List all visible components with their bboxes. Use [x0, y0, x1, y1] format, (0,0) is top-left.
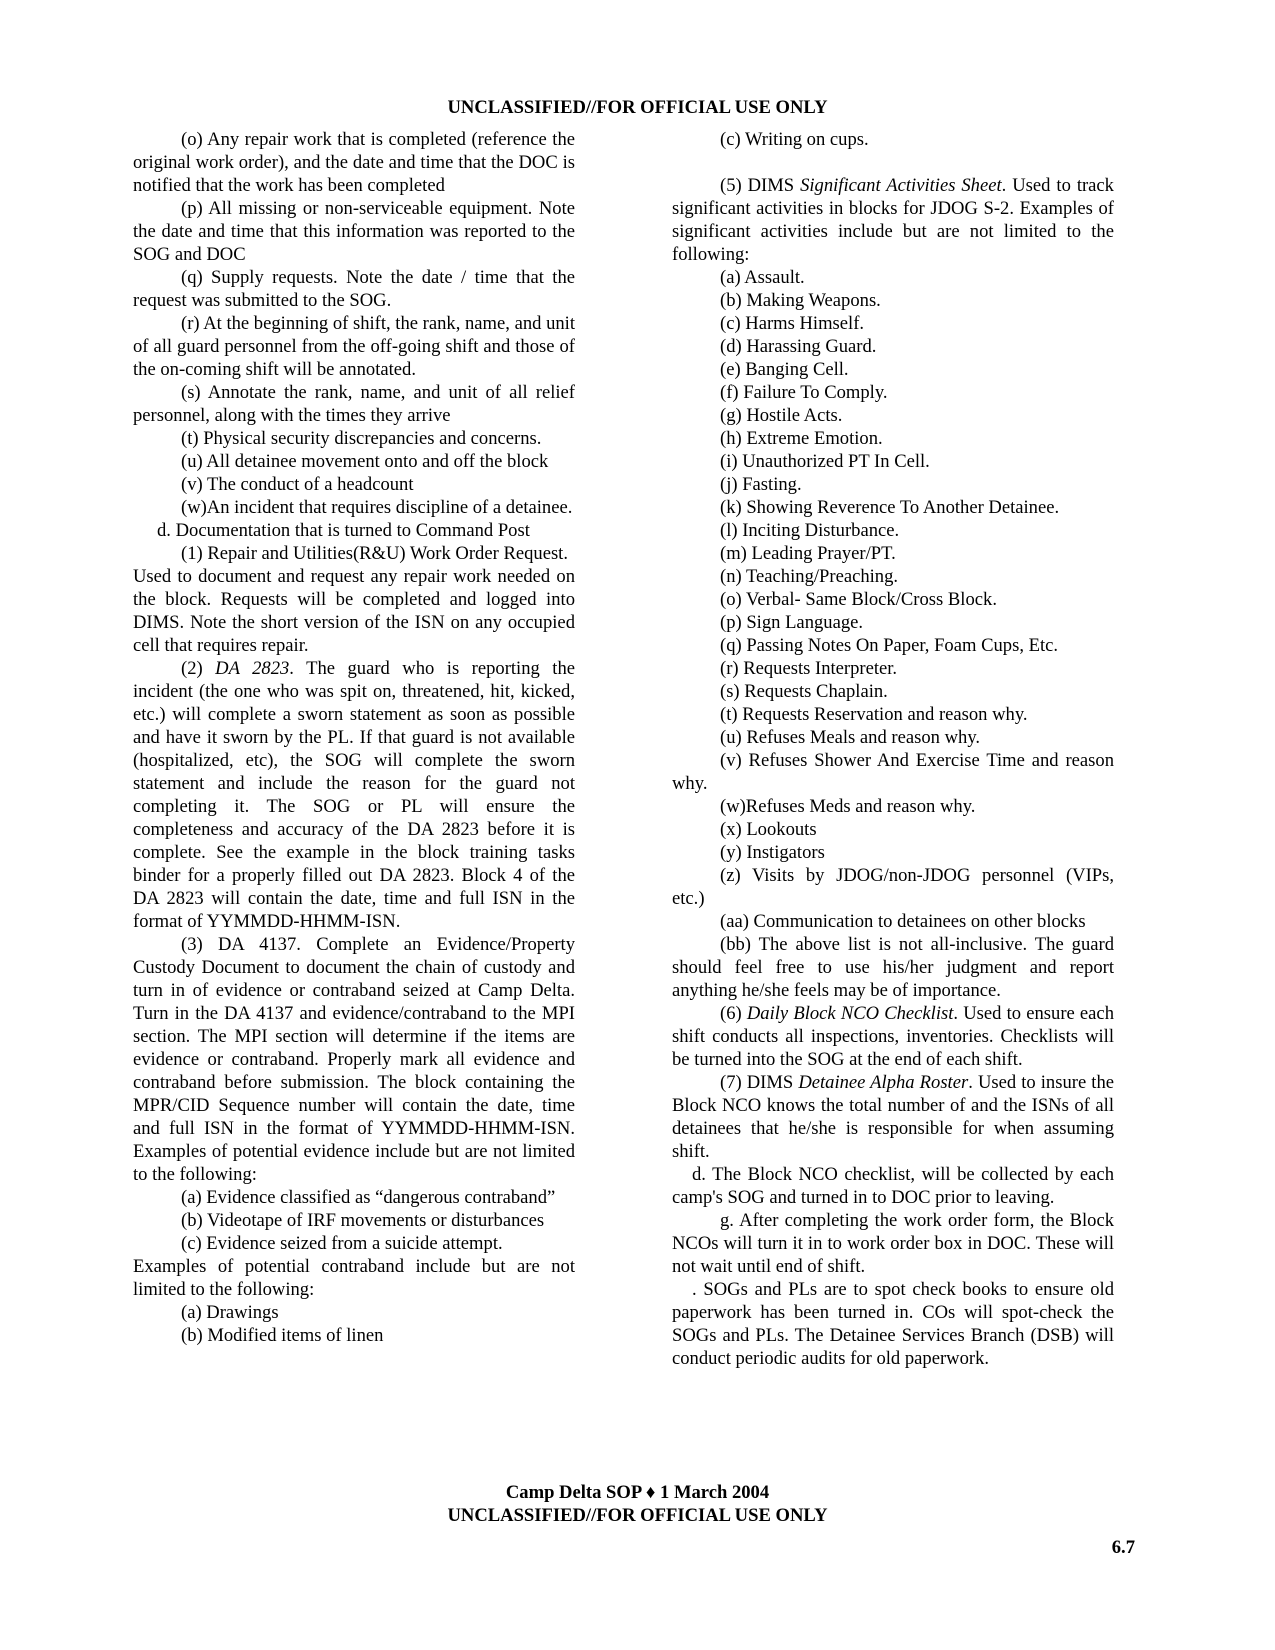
paragraph-text: . Used to ensure each shift conducts all inspections, inventories. Checklists will be turned into the SOG at the end of each shift.	[672, 1003, 1114, 1070]
list-item: (p) Sign Language.	[720, 612, 864, 633]
list-item: (o) Verbal- Same Block/Cross Block.	[720, 589, 997, 610]
paragraph: (c) Evidence seized from a suicide attempt.	[181, 1233, 503, 1254]
list-item: (r) Requests Interpreter.	[720, 658, 898, 679]
paragraph: (b) Modified items of linen	[181, 1325, 384, 1346]
paragraph: Examples of potential contraband include but are not limited to the following:	[133, 1256, 575, 1300]
paragraph: (t) Physical security discrepancies and concerns.	[181, 428, 542, 449]
paragraph: . SOGs and PLs are to spot check books to ensure old paperwork has been turned in. COs will spot-check the SOGs and PLs. The Detainee Services Branch (DSB) will conduct periodic audits for old paperwork.	[672, 1279, 1114, 1369]
activity-list	[672, 266, 1114, 1002]
form-title: Significant Activities Sheet	[800, 175, 1002, 196]
paragraph: (w)An incident that requires discipline of a detainee.	[181, 497, 573, 518]
list-item: (g) Hostile Acts.	[720, 405, 843, 426]
paragraph: (p) All missing or non-serviceable equipment. Note the date and time that this information was reported to the SOG and DOC	[133, 198, 575, 265]
list-item: (b) Making Weapons.	[720, 290, 881, 311]
form-title: Daily Block NCO Checklist	[746, 1003, 954, 1024]
list-item: (z) Visits by JDOG/non-JDOG personnel (VIPs, etc.)	[672, 865, 1114, 909]
list-item: (y) Instigators	[720, 842, 825, 863]
footer-doc-name: Camp Delta SOP	[505, 1482, 642, 1503]
item-number: (2)	[181, 658, 203, 679]
list-item: (a) Assault.	[720, 267, 805, 288]
list-item: (d) Harassing Guard.	[720, 336, 877, 357]
paragraph: (o) Any repair work that is completed (reference the original work order), and the date and time that the DOC is notified that the work has been completed	[133, 129, 575, 196]
form-title: DA 2823	[215, 658, 290, 679]
footer-classification: UNCLASSIFIED//FOR OFFICIAL USE ONLY	[447, 1505, 828, 1526]
paragraph-text: . Used to track significant activities in blocks for JDOG S-2. Examples of significant activities include but are not limited to the following:	[672, 175, 1114, 265]
paragraph-text: . Used to insure the Block NCO knows the total number of and the ISNs of all detainees that he/she is responsible for when assuming shift.	[672, 1072, 1114, 1162]
footer-title	[0, 1481, 1275, 1504]
paragraph: (1) Repair and Utilities(R&U) Work Order Request.	[181, 543, 568, 564]
footer	[0, 1481, 1275, 1527]
left-column	[133, 128, 575, 1347]
paragraph: (s) Annotate the rank, name, and unit of all relief personnel, along with the times they arrive	[133, 382, 575, 426]
paragraph: Used to document and request any repair work needed on the block. Requests will be completed and logged into DIMS. Note the short version of the ISN on any occupied cell that requires repair.	[133, 566, 575, 656]
paragraph: (c) Writing on cups.	[720, 129, 869, 150]
footer-date: 1 March 2004	[660, 1482, 770, 1503]
paragraph: d. The Block NCO checklist, will be collected by each camp's SOG and turned in to DOC prior to leaving.	[672, 1164, 1114, 1208]
list-item: (i) Unauthorized PT In Cell.	[720, 451, 930, 472]
list-item: (s) Requests Chaplain.	[720, 681, 888, 702]
list-item: (e) Banging Cell.	[720, 359, 849, 380]
spacer	[672, 151, 1114, 174]
list-item: (q) Passing Notes On Paper, Foam Cups, Etc.	[720, 635, 1059, 656]
paragraph-da2823	[133, 657, 575, 933]
list-item: (h) Extreme Emotion.	[720, 428, 883, 449]
right-column	[672, 128, 1114, 1370]
item-number: (7) DIMS	[720, 1072, 794, 1093]
list-item: (aa) Communication to detainees on other blocks	[720, 911, 1086, 932]
list-item: (j) Fasting.	[720, 474, 802, 495]
page-number: 6.7	[1111, 1537, 1135, 1558]
paragraph: (a) Drawings	[181, 1302, 279, 1323]
paragraph: (a) Evidence classified as “dangerous contraband”	[181, 1187, 556, 1208]
paragraph: (v) The conduct of a headcount	[181, 474, 414, 495]
paragraph: (q) Supply requests. Note the date / time that the request was submitted to the SOG.	[133, 267, 575, 311]
list-item: (x) Lookouts	[720, 819, 817, 840]
list-item: (k) Showing Reverence To Another Detainee.	[720, 497, 1060, 518]
paragraph-text: The guard who is reporting the incident (the one who was spit on, threatened, hit, kicked, etc.) will complete a sworn statement as soon as possible and have it sworn by the PL. If that guard is not available (hospitalized, etc), the SOG will complete the sworn statement and include the reason for the guard not completing it. The SOG or PL will ensure the completeness and accuracy of the DA 2823 before it is complete. See the example in the block training tasks binder for a properly filled out DA 2823. Block 4 of the DA 2823 will contain the date, time and full ISN in the format of YYMMDD-HHMM-ISN.	[133, 658, 576, 932]
section-heading: d. Documentation that is turned to Command Post	[157, 520, 530, 541]
paragraph-daily-checklist	[672, 1002, 1114, 1071]
list-item: (n) Teaching/Preaching.	[720, 566, 899, 587]
paragraph-alpha-roster	[672, 1071, 1114, 1163]
form-title: Detainee Alpha Roster	[798, 1072, 969, 1093]
paragraph: (u) All detainee movement onto and off the block	[181, 451, 549, 472]
diamond-icon: ♦	[645, 1482, 656, 1503]
punctuation: .	[289, 658, 294, 679]
paragraph-dims-significant	[672, 174, 1114, 266]
paragraph: (b) Videotape of IRF movements or disturbances	[181, 1210, 545, 1231]
paragraph: g. After completing the work order form, the Block NCOs will turn it in to work order box in DOC. These will not wait until end of shift.	[672, 1210, 1114, 1277]
list-item: (l) Inciting Disturbance.	[720, 520, 900, 541]
list-item: (m) Leading Prayer/PT.	[720, 543, 896, 564]
paragraph: (r) At the beginning of shift, the rank, name, and unit of all guard personnel from the off-going shift and those of the on-coming shift will be annotated.	[133, 313, 575, 380]
paragraph: (3) DA 4137. Complete an Evidence/Property Custody Document to document the chain of custody and turn in of evidence or contraband seized at Camp Delta. Turn in the DA 4137 and evidence/contraband to the MPI section. The MPI section will determine if the items are evidence or contraband. Properly mark all evidence and contraband before submission. The block containing the MPR/CID Sequence number will contain the date, time and full ISN in the format of YYMMDD-HHMM-ISN. Examples of potential evidence include but are not limited to the following:	[133, 934, 575, 1185]
list-item: (bb) The above list is not all-inclusive. The guard should feel free to use his/her judgment and report anything he/she feels may be of importance.	[672, 934, 1114, 1001]
list-item: (t) Requests Reservation and reason why.	[720, 704, 1028, 725]
item-number: (5) DIMS	[720, 175, 795, 196]
item-number: (6)	[720, 1003, 742, 1024]
list-item: (f) Failure To Comply.	[720, 382, 888, 403]
list-item: (u) Refuses Meals and reason why.	[720, 727, 981, 748]
list-item: (c) Harms Himself.	[720, 313, 865, 334]
list-item: (w)Refuses Meds and reason why.	[720, 796, 976, 817]
header-classification: UNCLASSIFIED//FOR OFFICIAL USE ONLY	[447, 97, 828, 118]
list-item: (v) Refuses Shower And Exercise Time and reason why.	[672, 750, 1114, 794]
